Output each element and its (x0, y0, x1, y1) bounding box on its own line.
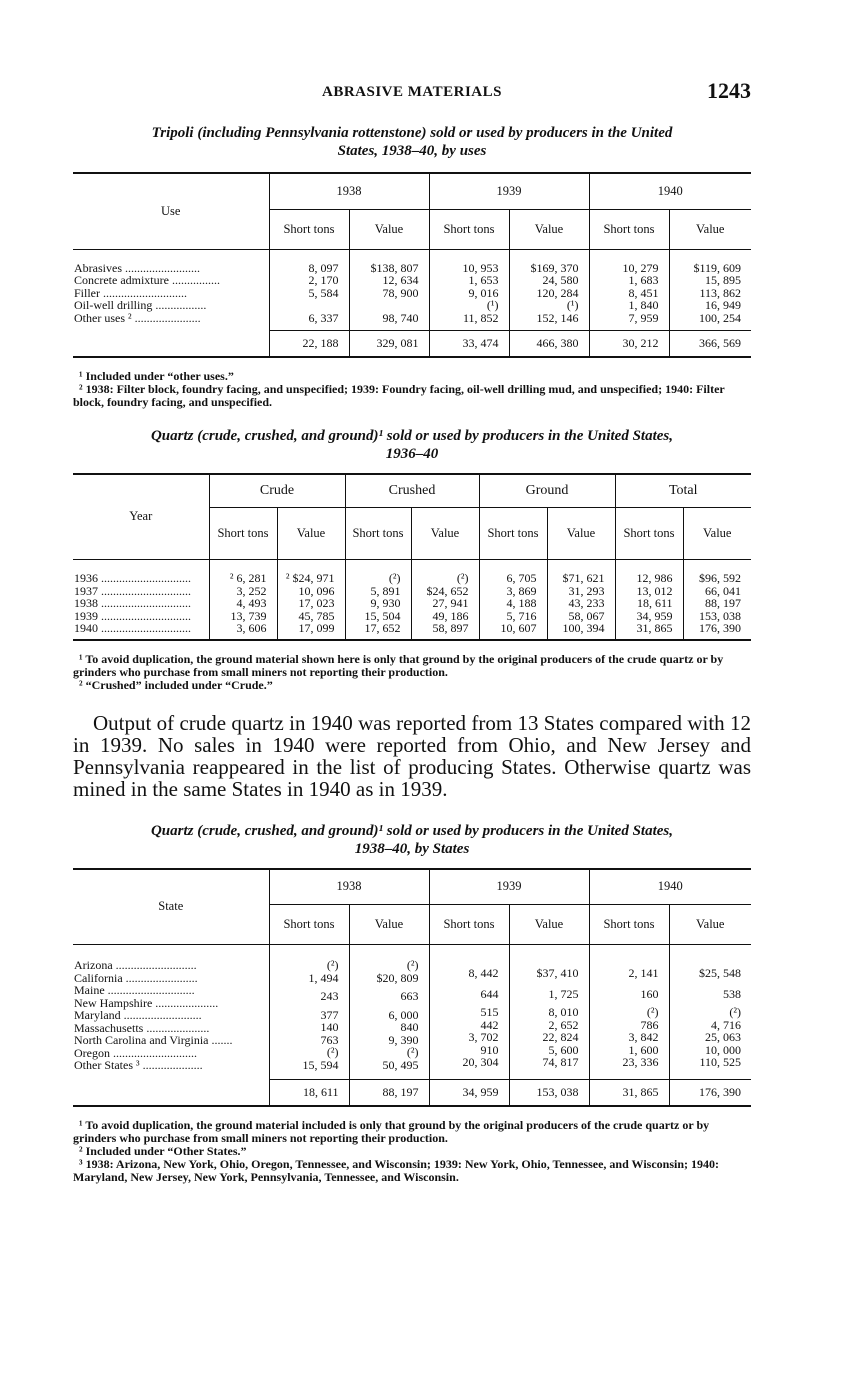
table2-cell: 9, 930 (370, 596, 401, 610)
table3-total-row (73, 1080, 751, 1106)
table1-sub-header: Value (669, 209, 751, 249)
table1-year-header: 1939 (429, 173, 589, 209)
table1-sub-header: Value (349, 209, 429, 249)
footnote: ³ 1938: Arizona, New York, Ohio, Oregon, Tennessee, and Wisconsin; 1939: New York, Ohio, Tennessee, and Wisconsin; 1940: Maryland, New Jersey, New York, Pennsylvania, Tennessee, and Wisconsin. (73, 1156, 720, 1184)
table1-year-header: 1938 (269, 173, 429, 209)
table3-cell: $20, 809 (376, 970, 419, 985)
table2-sub-header: Short tons (479, 508, 547, 560)
table1-row-label: Abrasives ......................... (74, 260, 200, 275)
table3-sub-header: Short tons (589, 905, 669, 945)
footnote: ² “Crushed” included under “Crude.” (79, 677, 273, 692)
table2-cell: 153, 038 (699, 608, 741, 623)
table3-year-header: 1939 (429, 869, 589, 905)
table3-state-header: State (158, 899, 184, 914)
table2-group-header: Crude (209, 474, 345, 508)
table1 (73, 172, 751, 358)
table2-sub-header: Short tons (615, 508, 683, 560)
table2-cell: (²) (456, 571, 469, 585)
table2-cell: 31, 865 (636, 621, 673, 635)
table2-sub-header: Value (411, 508, 479, 560)
table2-cell: 34, 959 (636, 608, 673, 623)
table2-cell: 13, 012 (636, 583, 673, 598)
table2-sub-header: Short tons (345, 508, 411, 560)
table2-sub-header: Value (277, 508, 345, 560)
table3-cell: 23, 336 (622, 1055, 659, 1070)
table1-cell: 100, 254 (699, 310, 741, 325)
table3-sub-header: Value (349, 905, 429, 945)
table2-year-header: Year (129, 509, 153, 524)
table2-col (209, 560, 277, 640)
table1-cell: 1, 653 (468, 273, 499, 287)
table3-cell: 786 (640, 1017, 659, 1032)
table3-cell: 22, 824 (542, 1030, 579, 1045)
table2-row-label: 1939 .............................. (74, 608, 191, 623)
footnote: ¹ To avoid duplication, the ground material included is only that ground by the original producers of the crude quartz or by grinders who purchase from small miners not reporting their production. (73, 1117, 710, 1145)
table3-cell: 538 (723, 986, 741, 1001)
table3-row-label: Other States ³ .................... (74, 1058, 203, 1072)
table1-cell: 152, 146 (536, 310, 579, 325)
table1-cell: 1, 683 (628, 273, 659, 287)
table2-caption (73, 427, 751, 463)
running-head (73, 78, 751, 108)
table3-cell: 1, 600 (628, 1042, 659, 1057)
table1-total-row (73, 331, 751, 357)
table2-col (345, 560, 411, 640)
table2-col (683, 560, 751, 640)
table1-cell: 16, 949 (705, 298, 741, 312)
table3-col (589, 945, 669, 1080)
table3-cell: 50, 495 (382, 1057, 419, 1072)
table1-cell: $138, 807 (370, 260, 419, 275)
table3-cell: 910 (480, 1042, 499, 1057)
table1-total: 329, 081 (349, 331, 429, 357)
table2-row-label: 1938 .............................. (74, 596, 191, 610)
table1-total: 466, 380 (509, 331, 589, 357)
table3-cell: 8, 010 (548, 1005, 579, 1020)
table2-cell: 17, 652 (364, 621, 401, 635)
table3-row-label: Massachusetts ..................... (74, 1020, 210, 1035)
table2-cell: 17, 023 (298, 596, 335, 610)
table3-cell: 160 (640, 986, 659, 1001)
table3-cell: 110, 525 (699, 1055, 741, 1070)
table2-cell: 3, 869 (506, 583, 537, 598)
table3-cell: 2, 141 (628, 966, 659, 981)
table2-row-label: 1940 .............................. (74, 621, 191, 635)
page-header-title: ABRASIVE MATERIALS (321, 84, 502, 100)
table1-cell: 98, 740 (382, 310, 419, 325)
table2-col (277, 560, 345, 640)
table3-total: 88, 197 (349, 1080, 429, 1106)
table3-total: 34, 959 (429, 1080, 509, 1106)
table3-cell: 6, 000 (388, 1007, 419, 1022)
table2-cell: 10, 096 (298, 583, 335, 598)
table3-cell: 644 (480, 986, 499, 1001)
table3-cell: 1, 494 (308, 970, 339, 985)
body-paragraph: Output of crude quartz in 1940 was reported from 13 States compared with 12 in 1939. No sales in 1940 were reported from Ohio, and New Jersey and Pennsylvania reappeared in the list of producing States. Otherwise quartz was mined in the same States in 1940 as in 1939. (73, 710, 751, 801)
table2-cell: $71, 621 (562, 571, 605, 585)
table3-cell: 74, 817 (542, 1055, 579, 1070)
table3-row-label: Maine ............................. (74, 983, 195, 997)
table2-cell: 58, 067 (568, 608, 605, 623)
table2-cell: 88, 197 (705, 596, 741, 610)
table2-group-header: Crushed (345, 474, 479, 508)
table2-group-header: Ground (479, 474, 615, 508)
table1-cell: 113, 862 (699, 285, 741, 300)
table3-total: 176, 390 (669, 1080, 751, 1106)
table1-cell: (¹) (566, 298, 579, 312)
footnote: ¹ Included under “other uses.” (79, 368, 234, 383)
table1-total: 33, 474 (429, 331, 509, 357)
page-number: 1243 (707, 78, 751, 103)
table2-cell: 6, 705 (506, 571, 537, 585)
table1-row-label: Oil-well drilling ................. (74, 298, 207, 313)
table3-cell: 515 (480, 1005, 499, 1020)
table3-cell: 4, 716 (711, 1017, 741, 1032)
table1-cell: 2, 170 (308, 273, 339, 287)
table3-caption-line2: 1938–40, by States (354, 840, 470, 857)
table3-col (269, 945, 349, 1080)
table3-col (669, 945, 751, 1080)
table2-caption-line1: Quartz (crude, crushed, and ground)¹ sold or used by producers in the United States, (150, 427, 674, 444)
table3-total: 153, 038 (509, 1080, 589, 1106)
table2-footnotes (73, 653, 751, 692)
table3-cell: 15, 594 (302, 1057, 339, 1072)
table3-cell: 243 (320, 989, 339, 1003)
table2-cell: 15, 504 (364, 608, 401, 623)
table3-col (429, 945, 509, 1080)
page (73, 0, 751, 1184)
table3-year-header: 1938 (269, 869, 429, 905)
table2-row-label: 1936 .............................. (74, 571, 191, 585)
table3-cell: 377 (320, 1007, 339, 1022)
footnote: ² Included under “Other States.” (79, 1143, 247, 1158)
table1-sub-header: Value (509, 209, 589, 249)
table1-cell: 24, 580 (542, 273, 579, 287)
table3-cell: 442 (480, 1017, 499, 1032)
table2-cell: 100, 394 (562, 621, 605, 635)
table1-cell: 1, 840 (628, 298, 659, 312)
footnote: ¹ To avoid duplication, the ground material shown here is only that ground by the original producers of the crude quartz or by grinders who purchase from small miners not reporting their production. (73, 651, 724, 679)
table1-cell: 9, 016 (468, 285, 499, 300)
table2-col (547, 560, 615, 640)
table1-cell: 120, 284 (536, 285, 579, 300)
footnote: ² 1938: Filter block, foundry facing, and unspecified; 1939: Foundry facing, oil-well drilling mud, and unspecified; 1940: Filter block, foundry facing, and unspecified. (73, 381, 725, 409)
table2-col (479, 560, 547, 640)
table3-cell: 10, 000 (705, 1042, 741, 1057)
table3-cell: 25, 063 (705, 1030, 741, 1045)
table3-sub-header: Value (669, 905, 751, 945)
table2-cell: ² $24, 971 (285, 571, 335, 585)
table3-row-label: Maryland .......................... (74, 1008, 202, 1022)
table2-cell: 13, 739 (230, 608, 267, 623)
table1-row-label: Filler ............................ (74, 285, 187, 300)
table2-cell: 3, 252 (236, 583, 267, 598)
table2-cell: 10, 607 (500, 621, 537, 635)
table1-cell: 8, 097 (308, 260, 339, 275)
table3-sub-header: Short tons (269, 905, 349, 945)
table2-cell: (²) (388, 571, 401, 585)
table1-col (269, 249, 349, 331)
table3-caption (73, 822, 751, 858)
table2-group-header: Total (615, 474, 751, 508)
table3-cell: 1, 725 (548, 986, 579, 1001)
table1-cell: (¹) (486, 298, 499, 312)
table2-years (73, 560, 209, 640)
table1-cell: 7, 959 (628, 310, 659, 325)
table2-cell: 5, 716 (506, 608, 537, 623)
table2-col (411, 560, 479, 640)
table3-cell: 140 (320, 1020, 339, 1034)
table3-cell: $25, 548 (699, 966, 741, 981)
table2-cell: 3, 606 (236, 621, 267, 635)
table3-total: 18, 611 (269, 1080, 349, 1106)
table3-cell: (²) (326, 958, 339, 972)
table3-col (349, 945, 429, 1080)
table2-cell: 4, 493 (236, 596, 267, 610)
table3-cell: 3, 702 (468, 1030, 499, 1045)
table3-cell: (²) (406, 958, 419, 972)
table3-row-label: Oregon ............................ (74, 1045, 197, 1060)
table1-col (349, 249, 429, 331)
table1-footnotes (73, 370, 751, 409)
table1-row-label: Other uses ² ...................... (74, 310, 201, 325)
table2-cell: 45, 785 (298, 608, 335, 623)
table1-total: 22, 188 (269, 331, 349, 357)
table1-cell: 78, 900 (382, 285, 419, 300)
table1-cell: 12, 634 (382, 273, 419, 287)
table1-cell: 8, 451 (628, 285, 659, 300)
table3-cell: 663 (400, 989, 419, 1003)
table3-total: 31, 865 (589, 1080, 669, 1106)
table1-cell: 10, 279 (622, 260, 659, 275)
table1-total: 30, 212 (589, 331, 669, 357)
table3-year-header: 1940 (589, 869, 751, 905)
table3-cell: 2, 652 (548, 1017, 579, 1032)
table1-caption-line2: States, 1938–40, by uses (337, 143, 487, 159)
table1-row-label: Concrete admixture ................ (74, 273, 220, 288)
table3-row-label: New Hampshire ..................... (74, 995, 219, 1010)
table3-cell: (²) (729, 1005, 741, 1020)
table3-row-label: California ........................ (74, 970, 198, 985)
table2-cell: 176, 390 (699, 621, 741, 635)
table2-caption-line2: 1936–40 (385, 445, 439, 462)
table1-col (669, 249, 751, 331)
table1-caption-line1: Tripoli (including Pennsylvania rottenstone) sold or used by producers in the United (151, 125, 673, 141)
table3-cell: 5, 600 (548, 1042, 579, 1057)
table2-cell: 49, 186 (432, 608, 469, 623)
table3-cell: 840 (400, 1020, 419, 1034)
table2-cell: 31, 293 (568, 583, 605, 598)
table3-cell: (²) (326, 1045, 339, 1059)
table1-col (589, 249, 669, 331)
table1-cell (271, 299, 339, 312)
table1-cell: $119, 609 (693, 260, 741, 275)
table3-cell: (²) (406, 1045, 419, 1059)
table3-sub-header: Value (509, 905, 589, 945)
table3-col (509, 945, 589, 1080)
table3-cell: (²) (646, 1005, 659, 1020)
table3-row-label: Arizona ........................... (74, 958, 197, 972)
table2-cell: 58, 897 (432, 621, 469, 635)
table3-cell: 9, 390 (388, 1032, 419, 1047)
table1-cell: 15, 895 (705, 273, 741, 287)
table2-cell: 12, 986 (636, 571, 673, 585)
table1-col (429, 249, 509, 331)
table2-cell: 4, 188 (506, 596, 537, 610)
table2 (73, 473, 751, 641)
table1-cell: 10, 953 (462, 260, 499, 275)
table1-cell: 11, 852 (462, 310, 499, 325)
table2-cell: 17, 099 (298, 621, 335, 635)
table3-sub-header: Short tons (429, 905, 509, 945)
table1-sub-header: Short tons (269, 209, 349, 249)
table3-cell: 20, 304 (462, 1055, 499, 1070)
table2-cell: 18, 611 (636, 596, 673, 610)
table1-cell: 5, 584 (308, 285, 339, 300)
table2-cell: 66, 041 (705, 583, 741, 598)
table1-labels (73, 249, 269, 331)
table3-cell: 8, 442 (468, 966, 499, 981)
table2-col (615, 560, 683, 640)
table3 (73, 868, 751, 1107)
table3-caption-line1: Quartz (crude, crushed, and ground)¹ sold or used by producers in the United States, (150, 822, 674, 839)
table2-cell: 5, 891 (370, 583, 401, 598)
table3-footnotes (73, 1119, 751, 1184)
table1-year-header: 1940 (589, 173, 751, 209)
table3-row-label: North Carolina and Virginia ....... (74, 1033, 233, 1047)
table2-cell: 27, 941 (432, 596, 469, 610)
table2-cell: $24, 652 (426, 583, 469, 598)
table1-sub-header: Short tons (589, 209, 669, 249)
table3-cell: 763 (320, 1032, 339, 1047)
table2-cell: 43, 233 (568, 596, 605, 610)
table3-cell: $37, 410 (536, 966, 579, 981)
table1-col (509, 249, 589, 331)
table2-cell: ² 6, 281 (229, 571, 267, 585)
table1-cell: 6, 337 (308, 310, 339, 325)
table2-sub-header: Value (683, 508, 751, 560)
table1-cell: $169, 370 (530, 260, 579, 275)
table1-total: 366, 569 (669, 331, 751, 357)
table1-sub-header: Short tons (429, 209, 509, 249)
table2-sub-header: Value (547, 508, 615, 560)
table2-row-label: 1937 .............................. (74, 583, 191, 598)
table2-cell: $96, 592 (699, 571, 741, 585)
table3-cell: 3, 842 (628, 1030, 659, 1045)
table1-use-header: Use (161, 203, 181, 218)
table1-caption (73, 124, 751, 160)
table2-sub-header: Short tons (209, 508, 277, 560)
table1-cell (351, 299, 419, 312)
table3-labels (73, 945, 269, 1080)
